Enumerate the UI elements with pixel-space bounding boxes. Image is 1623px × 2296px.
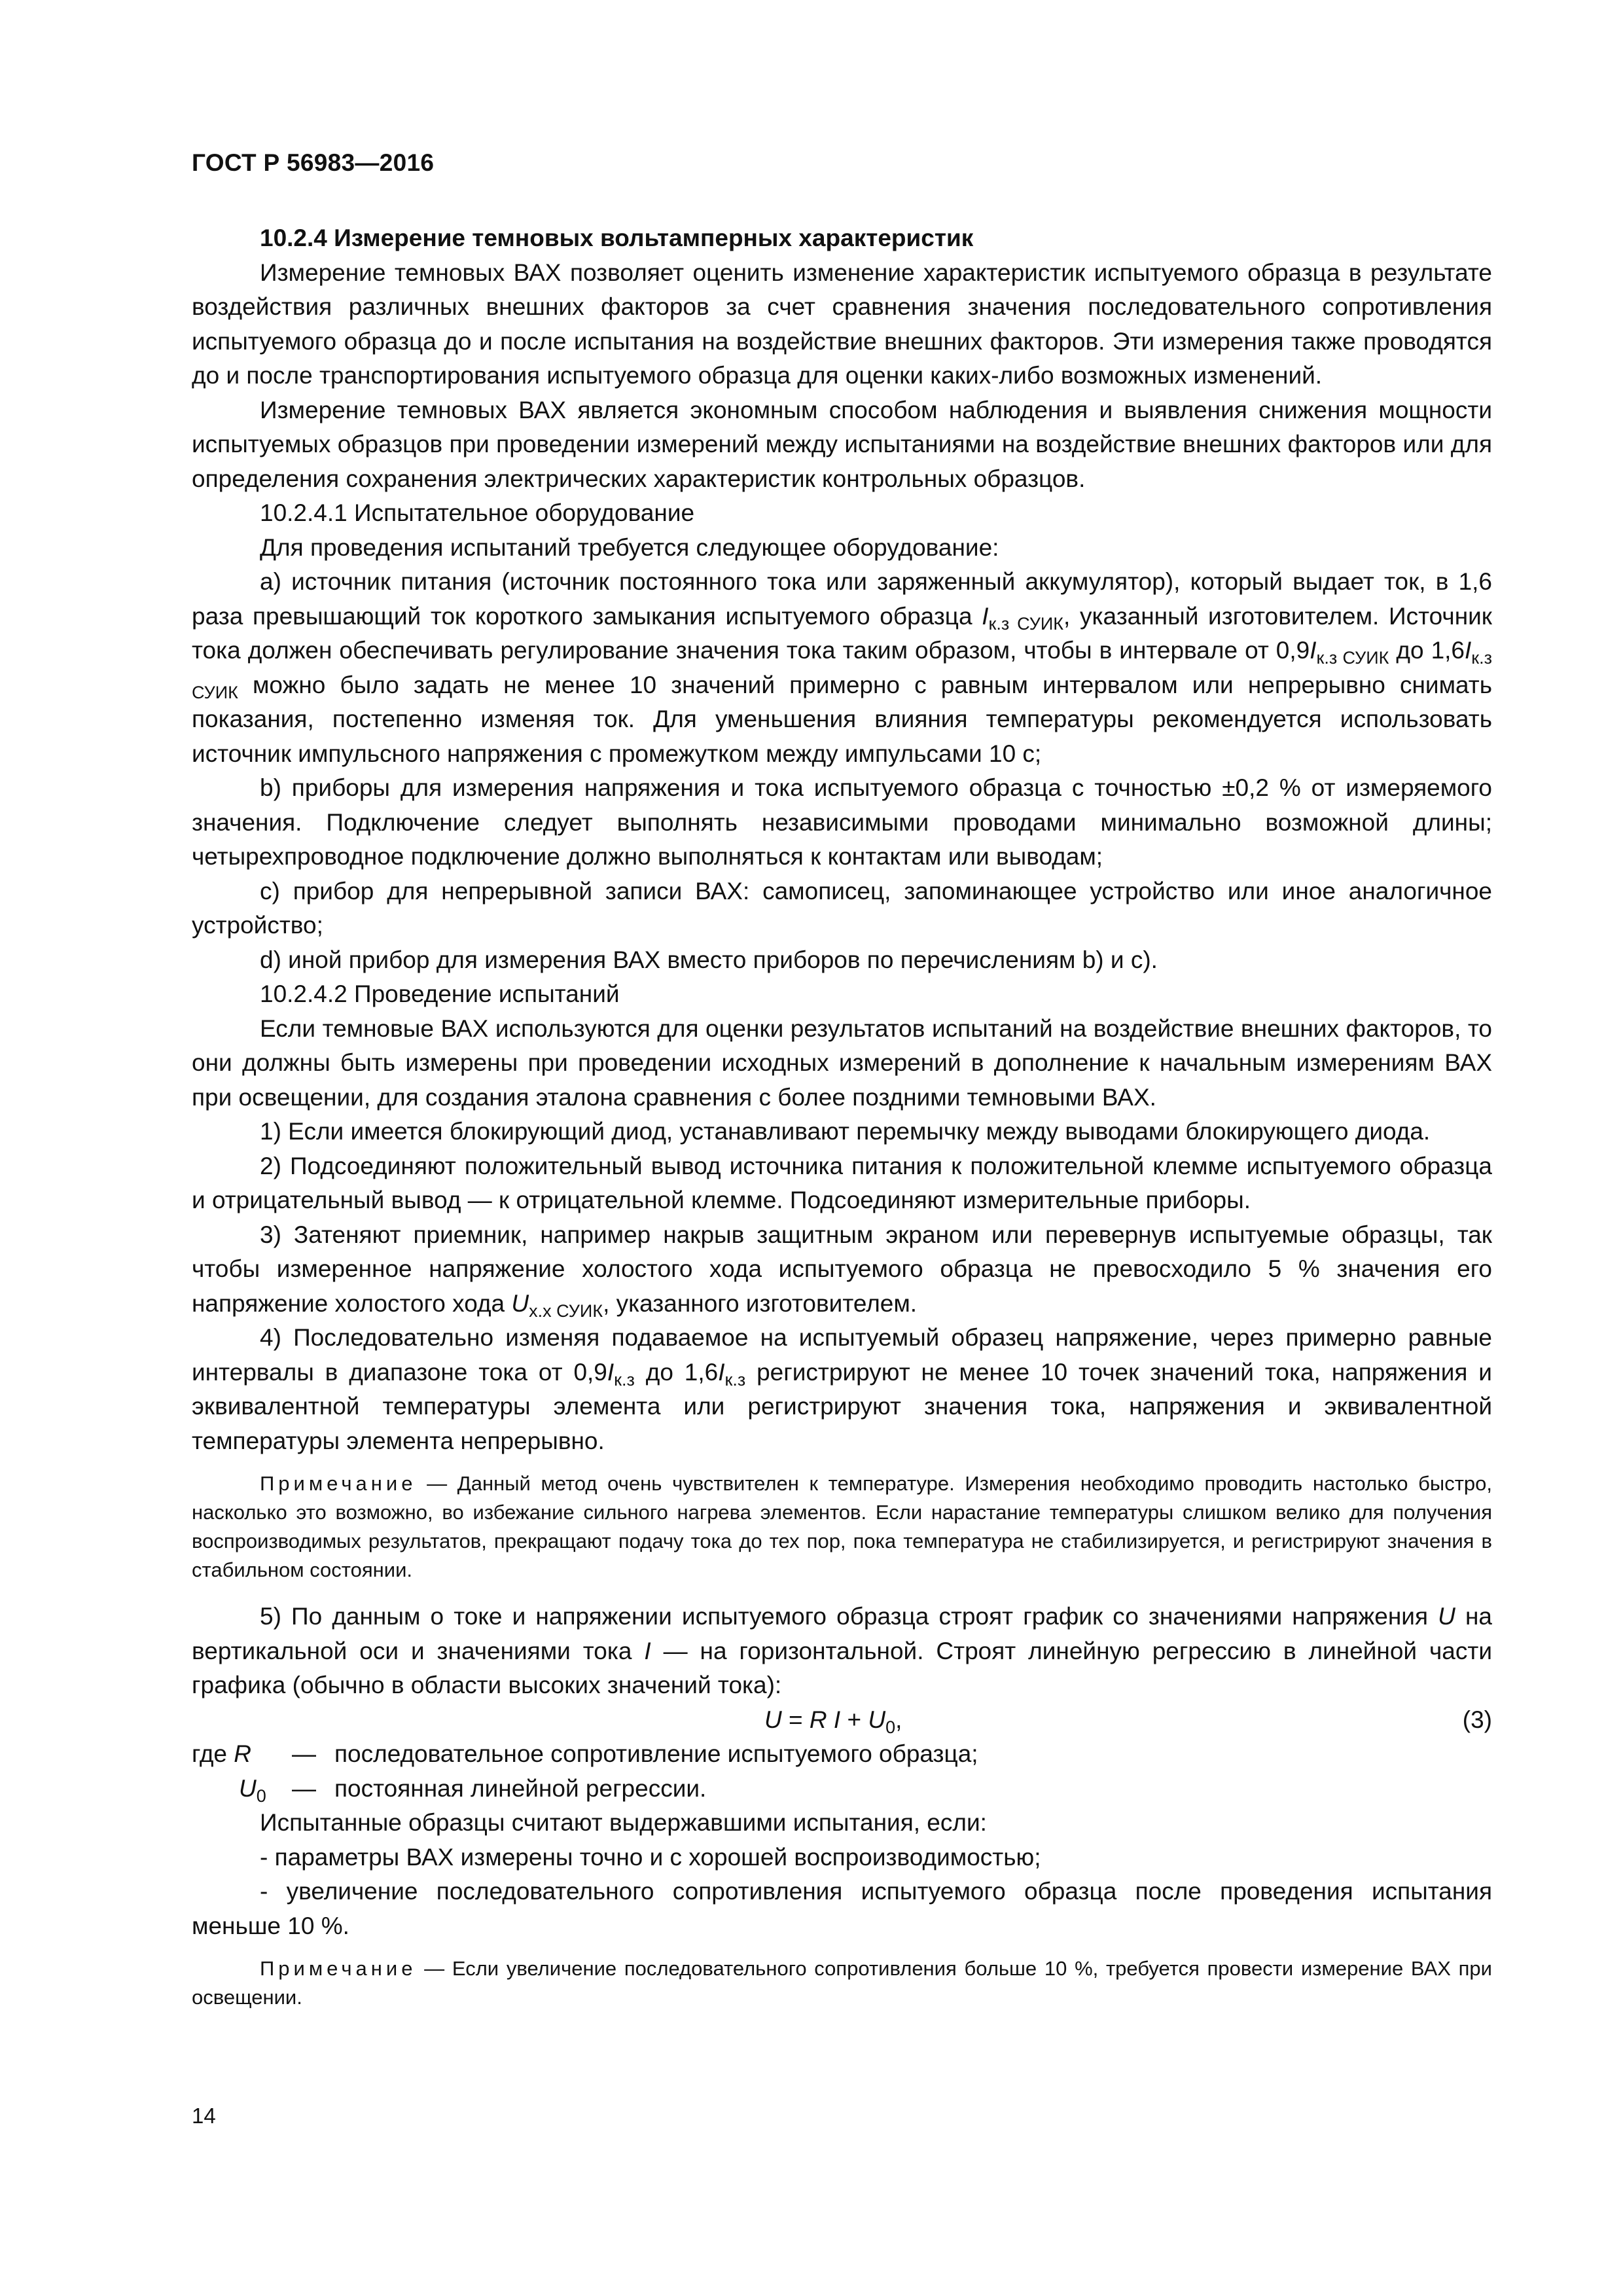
criteria-item-2: - увеличение последовательного сопротивления испытуемого образца после проведения испытания меньше 10 %. (192, 1878, 1492, 1939)
equipment-title: 10.2.4.1 Испытательное оборудование (260, 499, 695, 526)
note-label: Примечание (260, 1957, 417, 1980)
note-1: Примечание — Данный метод очень чувствителен к температуре. Измерения необходимо проводить настолько быстро, насколько это возможно, во избежание сильного нагрева элементов. Если нарастание температуры слишком велико для получения воспроизводимых результатов, прекращают подачу тока до тех пор, пока температура не стабилизируется, и регистрируют значения в стабильном состоянии. (192, 1472, 1492, 1581)
formula-number: (3) (1462, 1706, 1492, 1733)
page-number: 14 (192, 2104, 216, 2128)
procedure-title: 10.2.4.2 Проведение испытаний (260, 980, 620, 1007)
procedure-step-2: 2) Подсоединяют положительный вывод источника питания к положительной клемме испытуемого образца и отрицательный вывод — к отрицательной клемме. Подсоединяют измерительные приборы. (192, 1152, 1492, 1213)
procedure-step-3: 3) Затеняют приемник, например накрыв защитным экраном или перевернув испытуемые образцы, так чтобы измеренное напряжение холостого хода испытуемого образца не превосходило 5 % значения его напряжение холостого хода $U_{х.х СУИК}$, указанного изготовителем. (192, 1221, 1492, 1321)
where-row-r: где R — последовательное сопротивление испытуемого образца; (192, 1740, 978, 1767)
note-2: Примечание — Если увеличение последовательного сопротивления больше 10 %, требуется провести измерение ВАХ при освещении. (192, 1957, 1492, 2009)
procedure-lead: Если темновые ВАХ используются для оценки результатов испытаний на воздействие внешних факторов, то они должны быть измерены при проведении исходных измерений в дополнение к начальным измерениям ВАХ при освещении, для создания эталона сравнения с более поздними темновыми ВАХ. (192, 1014, 1492, 1111)
equipment-item-d: d) иной прибор для измерения ВАХ вместо приборов по перечислениям b) и c). (260, 946, 1158, 973)
document-page (192, 0, 1492, 2296)
document-header: ГОСТ Р 56983—2016 (192, 149, 435, 176)
document-body (192, 221, 1492, 2027)
formula-expression: U = R $I + U_0$, (764, 1706, 902, 1737)
where-row-u0: $U_0$ — постоянная линейной регрессии. (239, 1774, 707, 1806)
intro-paragraph-2: Измерение темновых ВАХ является экономным способом наблюдения и выявления снижения мощности испытуемых образцов при проведении измерений между испытаниями на воздействие внешних факторов или для определения сохранения электрических характеристик контрольных образцов. (192, 396, 1492, 492)
section-heading: 10.2.4 Измерение темновых вольтамперных характеристик (260, 224, 974, 251)
criteria-item-1: - параметры ВАХ измерены точно и с хорошей воспроизводимостью; (260, 1843, 1041, 1871)
intro-paragraph-1: Измерение темновых ВАХ позволяет оценить изменение характеристик испытуемого образца в результате воздействия различных внешних факторов за счет сравнения значения последовательного сопротивления испытуемого образца до и после испытания на воздействие внешних факторов. Эти измерения также проводятся до и после транспортирования испытуемого образца для оценки каких-либо возможных изменений. (192, 259, 1492, 389)
equipment-item-c: c) прибор для непрерывной записи ВАХ: самописец, запоминающее устройство или иное аналогичное устройство; (192, 877, 1492, 939)
formula-3 (192, 1703, 1492, 1738)
procedure-step-5: 5) По данным о токе и напряжении испытуемого образца строят график со значениями напряжения U на вертикальной оси и значениями тока I — на горизонтальной. Строят линейную регрессию в линейной части графика (обычно в области высоких значений тока): (192, 1603, 1492, 1698)
procedure-step-4: 4) Последовательно изменяя подаваемое на испытуемый образец напряжение, через примерно равные интервалы в диапазоне тока от $0,9I_{к.з}$ до $1,6I_{к.з}$ регистрируют не менее 10 точек значений тока, напряжения и эквивалентной температуры элемента или регистрируют значения тока, напряжения и эквивалентной температуры элемента непрерывно. (192, 1324, 1492, 1454)
equipment-item-b: b) приборы для измерения напряжения и тока испытуемого образца с точностью ±0,2 % от измеряемого значения. Подключение следует выполнять независимыми проводами минимально возможной длины; четырехпроводное подключение должно выполняться к контактам или выводам; (192, 774, 1492, 870)
criteria-lead: Испытанные образцы считают выдержавшими испытания, если: (260, 1809, 987, 1836)
note-label: Примечание (260, 1472, 417, 1495)
equipment-item-a: a) источник питания (источник постоянного тока или заряженный аккумулятор), который выдает ток, в 1,6 раза превышающий ток короткого замыкания испытуемого образца $I_{к.з СУИК}$, указанный изготовителем. Источник тока должен обеспечивать регулирование значения тока таким образом, чтобы в интервале от $0,9I_{к.з СУИК}$ до $1,6I_{к.з СУИК}$ можно было задать не менее 10 значений примерно с равным интервалом или непрерывно снимать показания, постепенно изменяя ток. Для уменьшения влияния температуры рекомендуется использовать источник импульсного напряжения с промежутком между импульсами 10 с; (192, 568, 1492, 767)
equipment-lead: Для проведения испытаний требуется следующее оборудование: (260, 533, 999, 561)
procedure-step-1: 1) Если имеется блокирующий диод, устанавливают перемычку между выводами блокирующего диода. (260, 1118, 1431, 1145)
